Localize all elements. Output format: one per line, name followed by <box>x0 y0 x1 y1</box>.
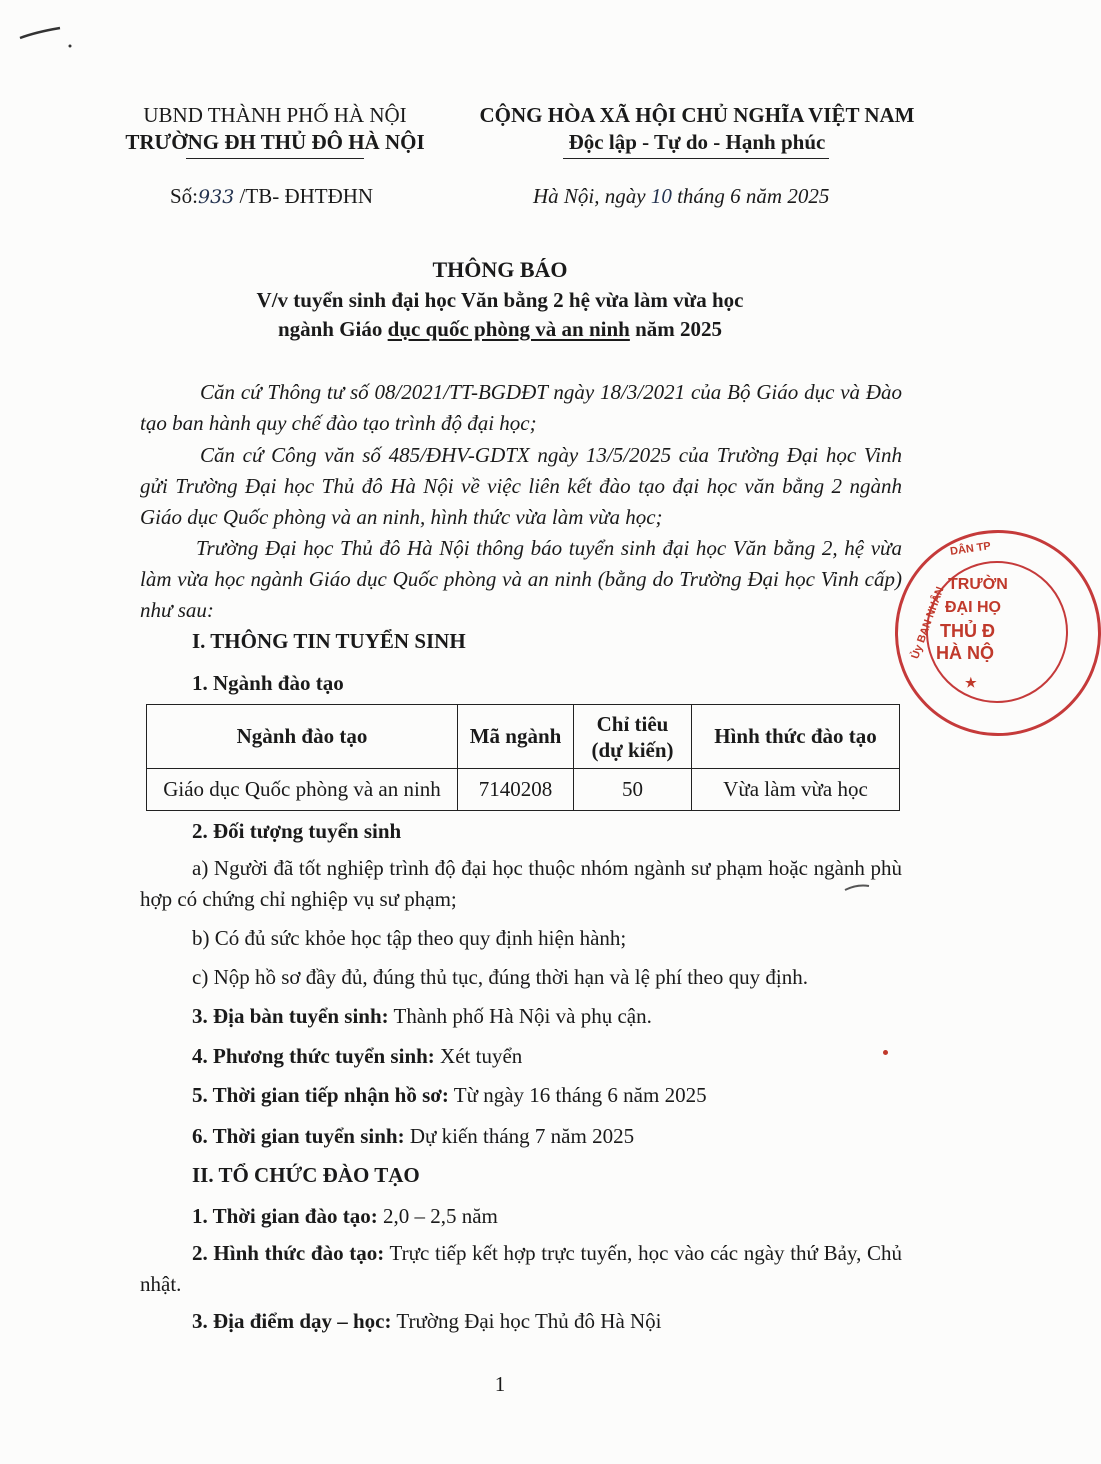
subtitle-part-b: dục quốc phòng và an ninh <box>387 317 630 341</box>
table-cell: 50 <box>574 769 692 811</box>
number-handwritten: 933 <box>198 186 235 208</box>
document-number <box>170 183 373 210</box>
item-label: 5. Thời gian tiếp nhận hồ sơ: <box>192 1083 449 1107</box>
section1-item6 <box>192 1123 634 1149</box>
notice-subtitle-1: V/v tuyển sinh đại học Văn bằng 2 hệ vừa làm vừa học <box>256 288 744 312</box>
preamble-2: Căn cứ Công văn số 485/ĐHV-GDTX ngày 13/5/2025 của Trường Đại học Vinh gửi Trường Đại học Thủ đô Hà Nội về việc liên kết đào tạo đại học văn bằng 2 ngành Giáo dục Quốc phòng và an ninh, hình thức vừa làm vừa học; <box>140 443 902 529</box>
issuer-underline <box>186 158 364 159</box>
table-header-line: (dự kiến) <box>591 737 674 762</box>
item-value: Từ ngày 16 tháng 6 năm 2025 <box>448 1083 707 1107</box>
notice-title: THÔNG BÁO <box>432 257 568 282</box>
table-row <box>147 769 900 811</box>
item-value: Thành phố Hà Nội và phụ cận. <box>388 1004 652 1028</box>
preamble-3: Trường Đại học Thủ đô Hà Nội thông báo tuyển sinh đại học Văn bằng 2, hệ vừa làm vừa học ngành Giáo dục Quốc phòng và an ninh (bằng do Trường Đại học Vinh cấp) như sau: <box>140 536 902 622</box>
item-value: Trực tiếp kết hợp trực tuyến, học vào các ngày thứ Bảy, Chủ nhật. <box>140 1241 902 1296</box>
item-value: Trường Đại học Thủ đô Hà Nội <box>391 1309 662 1333</box>
date-suffix: tháng 6 năm 2025 <box>677 184 830 208</box>
number-suffix: /TB- ĐHTĐHN <box>239 184 374 208</box>
preamble-1: Căn cứ Thông tư số 08/2021/TT-BGDĐT ngày 18/3/2021 của Bộ Giáo dục và Đào tạo ban hành quy chế đào tạo trình độ đại học; <box>140 380 902 435</box>
motto-underline <box>563 158 829 159</box>
table-cell: 7140208 <box>458 769 574 811</box>
section1-item2-b: b) Có đủ sức khỏe học tập theo quy định hiện hành; <box>192 926 627 950</box>
number-prefix: Số: <box>170 184 199 208</box>
section1-item2-c: c) Nộp hồ sơ đầy đủ, đúng thủ tục, đúng thời hạn và lệ phí theo quy định. <box>192 965 808 989</box>
ink-speck <box>883 1050 888 1055</box>
section1-item4 <box>192 1043 522 1069</box>
national-motto: Độc lập - Tự do - Hạnh phúc <box>568 130 826 154</box>
section1-item2-a: a) Người đã tốt nghiệp trình độ đại học thuộc nhóm ngành sư phạm hoặc ngành phù hợp có chứng chỉ nghiệp vụ sư phạm; <box>140 856 902 911</box>
table-header: Hình thức đào tạo <box>692 705 900 769</box>
table-header: Ngành đào tạo <box>147 705 458 769</box>
section1-item2-heading: 2. Đối tượng tuyển sinh <box>192 819 402 843</box>
subtitle-part-c: năm 2025 <box>629 317 723 341</box>
program-table <box>146 704 900 811</box>
section2-heading: II. TỔ CHỨC ĐÀO TẠO <box>192 1163 420 1187</box>
table-cell: Vừa làm vừa học <box>692 769 900 811</box>
item-value: Dự kiến tháng 7 năm 2025 <box>404 1124 635 1148</box>
subtitle-part-a: ngành Giáo <box>277 317 388 341</box>
notice-subtitle-2 <box>0 316 1000 342</box>
item-label: 4. Phương thức tuyển sinh: <box>192 1044 435 1068</box>
seal-line-2: ĐẠI HỌ <box>945 599 1001 616</box>
section1-heading: I. THÔNG TIN TUYỂN SINH <box>192 629 466 653</box>
pen-scribble <box>843 880 873 896</box>
table-header-line: Chỉ tiêu <box>596 711 669 736</box>
date-day-handwritten: 10 <box>650 184 672 208</box>
seal-line-3: THỦ Đ <box>940 621 995 641</box>
page-number: 1 <box>494 1372 506 1396</box>
table-header-row <box>147 705 900 769</box>
item-value: Xét tuyển <box>434 1044 523 1068</box>
item-label: 2. Hình thức đào tạo: <box>192 1241 385 1265</box>
date-prefix: Hà Nội, ngày <box>533 184 646 208</box>
table-header: Mã ngành <box>458 705 574 769</box>
section2-item2 <box>140 1238 902 1300</box>
seal-ring-text-top: DÂN TP <box>949 540 992 558</box>
section1-item3 <box>192 1003 652 1029</box>
section1-item5 <box>192 1082 707 1108</box>
item-value: 2,0 – 2,5 năm <box>377 1204 498 1228</box>
section2-item1 <box>192 1203 498 1229</box>
item-label: 1. Thời gian đào tạo: <box>192 1204 378 1228</box>
national-title: CỘNG HÒA XÃ HỘI CHỦ NGHĨA VIỆT NAM <box>479 103 915 127</box>
table-cell: Giáo dục Quốc phòng và an ninh <box>147 769 458 811</box>
item-label: 3. Địa điểm dạy – học: <box>192 1309 392 1333</box>
item-label: 6. Thời gian tuyển sinh: <box>192 1124 405 1148</box>
official-seal <box>895 530 1101 736</box>
seal-line-1: TRƯỜN <box>948 576 1008 593</box>
stray-pen-mark <box>16 16 76 56</box>
issuer-authority: UBND THÀNH PHỐ HÀ NỘI <box>143 103 407 127</box>
table-header <box>574 705 692 769</box>
seal-ring-text-left: Ủy BAN NHÂN <box>909 585 947 661</box>
seal-star-icon: ★ <box>965 675 977 690</box>
section1-item1-heading: 1. Ngành đào tạo <box>192 671 344 695</box>
document-date <box>533 183 829 209</box>
item-label: 3. Địa bàn tuyển sinh: <box>192 1004 389 1028</box>
section2-item3 <box>192 1308 662 1334</box>
issuer-school: TRƯỜNG ĐH THỦ ĐÔ HÀ NỘI <box>125 130 425 154</box>
seal-line-4: HÀ NỘ <box>936 643 994 663</box>
